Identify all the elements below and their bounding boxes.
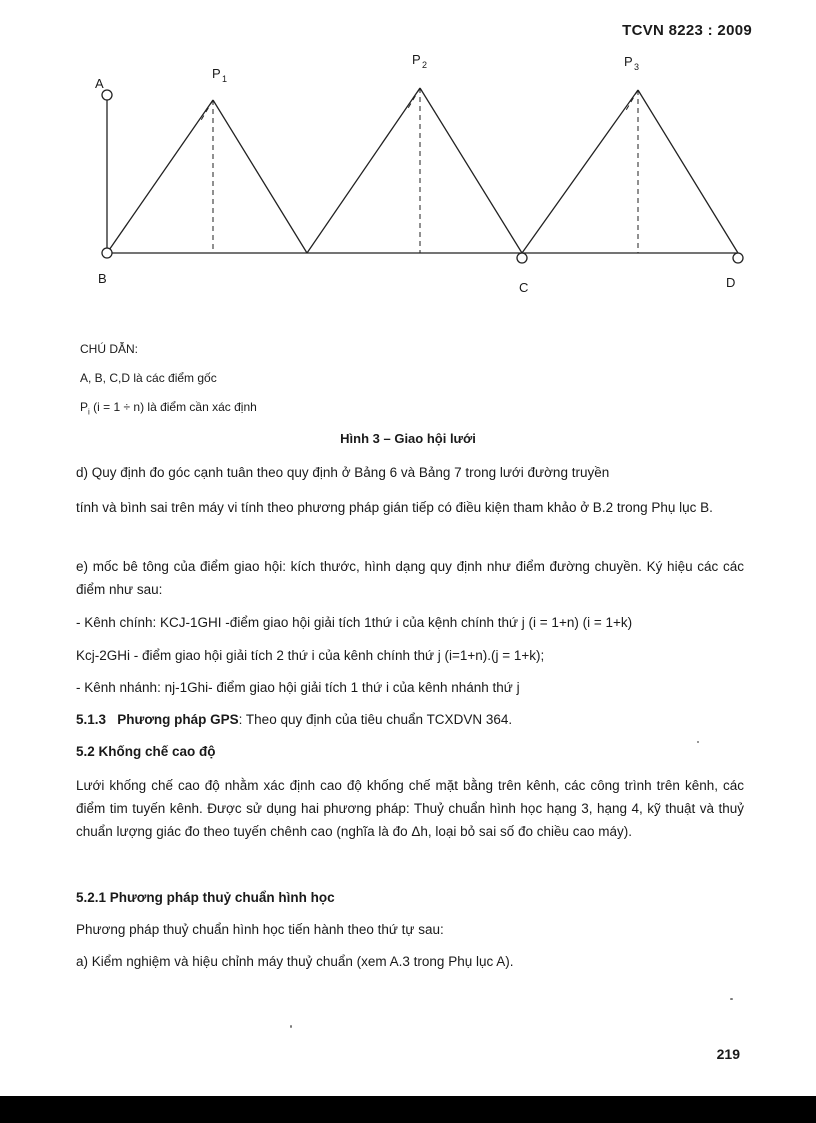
legend-p-subscript: i (88, 407, 90, 417)
paragraph-5-2-1: Phương pháp thuỷ chuẩn hình học tiến hành theo thứ tự sau: (76, 922, 444, 937)
heading-5-2-1: 5.2.1 Phương pháp thuỷ chuẩn hình học (76, 890, 335, 905)
label-p3: P (624, 54, 633, 69)
line-p1-m1 (213, 100, 307, 253)
scan-speck (697, 741, 699, 743)
legend-line-1: A, B, C,D là các điểm gốc (80, 371, 217, 385)
label-p1: P (212, 66, 221, 81)
section-5-1-3-title: Phương pháp GPS (117, 712, 239, 727)
label-c: C (519, 280, 529, 295)
aux-p2 (407, 88, 420, 110)
label-a: A (95, 76, 104, 91)
scan-speck (290, 1025, 292, 1028)
intersection-network-figure (0, 0, 816, 320)
heading-5-2: 5.2 Khống chế cao độ (76, 744, 216, 759)
section-5-1-3 (76, 712, 512, 727)
paragraph-d-line-2: tính và bình sai trên máy vi tính theo phương pháp gián tiếp có điều kiện tham khảo ở B.2 trong Phụ lục B. (76, 500, 713, 515)
line-branch-canal: - Kênh nhánh: nj-1Ghi- điểm giao hội giải tích 1 thứ i của kênh nhánh thứ j (76, 680, 520, 695)
paragraph-5-2: Lưới khống chế cao độ nhằm xác định cao độ khống chế mặt bằng trên kênh, các công trình trên kênh, các điểm tim tuyến kênh. Được sử dụng hai phương pháp: Thuỷ chuẩn hình học hạng 3, hạng 4, kỹ thuật và thuỷ chuẩn lượng giác đo theo tuyến chênh cao (nghĩa là đo Δh, loại bỏ sai số đo chiều cao máy). (76, 778, 744, 839)
label-p2: P (412, 52, 421, 67)
line-main-canal: - Kênh chính: KCJ-1GHI -điểm giao hội giải tích 1thứ i của kệnh chính thứ j (i = 1+n) (i = 1+k) (76, 615, 633, 630)
section-5-1-3-number: 5.1.3 (76, 712, 107, 727)
standard-code-header: TCVN 8223 : 2009 (622, 22, 752, 39)
legend-line-2 (80, 400, 257, 416)
point-b-marker (102, 248, 112, 258)
aux-p3 (625, 90, 638, 112)
label-d: D (726, 275, 736, 290)
point-a-marker (102, 90, 112, 100)
page-number: 219 (716, 1046, 740, 1062)
scan-bottom-border (0, 1096, 816, 1123)
label-p3-sub: 3 (634, 62, 640, 72)
label-b: B (98, 271, 107, 286)
paragraph-e: e) mốc bê tông của điểm giao hội: kích thước, hình dạng quy định như điểm đường chuyền. Ký hiệu các các điểm như sau: (76, 559, 744, 597)
aux-p1 (200, 100, 213, 122)
point-c-marker (517, 253, 527, 263)
legend-title: CHÚ DẪN: (80, 342, 139, 356)
figure-caption: Hình 3 – Giao hội lưới (340, 431, 476, 446)
paragraph-a: a) Kiểm nghiệm và hiệu chỉnh máy thuỷ chuẩn (xem A.3 trong Phụ lục A). (76, 954, 514, 969)
line-p2-c (420, 88, 522, 253)
line-b-p1 (107, 100, 213, 253)
label-p2-sub: 2 (422, 60, 428, 70)
scan-speck (730, 998, 733, 1000)
line-c-p3 (522, 90, 638, 253)
line-main-canal-2: Kcj-2GHi - điểm giao hội giải tích 2 thứ i của kênh chính thứ j (i=1+n).(j = 1+k); (76, 648, 545, 663)
legend-p-desc: (i = 1 ÷ n) là điểm cần xác định (89, 400, 257, 414)
legend-p-symbol: P (80, 400, 89, 414)
line-m1-p2 (307, 88, 420, 253)
section-5-1-3-text: : Theo quy định của tiêu chuẩn TCXDVN 364. (238, 712, 513, 727)
label-p1-sub: 1 (222, 74, 228, 84)
line-p3-d (638, 90, 738, 253)
paragraph-d-line-1: d) Quy định đo góc cạnh tuân theo quy định ở Bảng 6 và Bảng 7 trong lưới đường truyền (76, 465, 610, 480)
point-d-marker (733, 253, 743, 263)
